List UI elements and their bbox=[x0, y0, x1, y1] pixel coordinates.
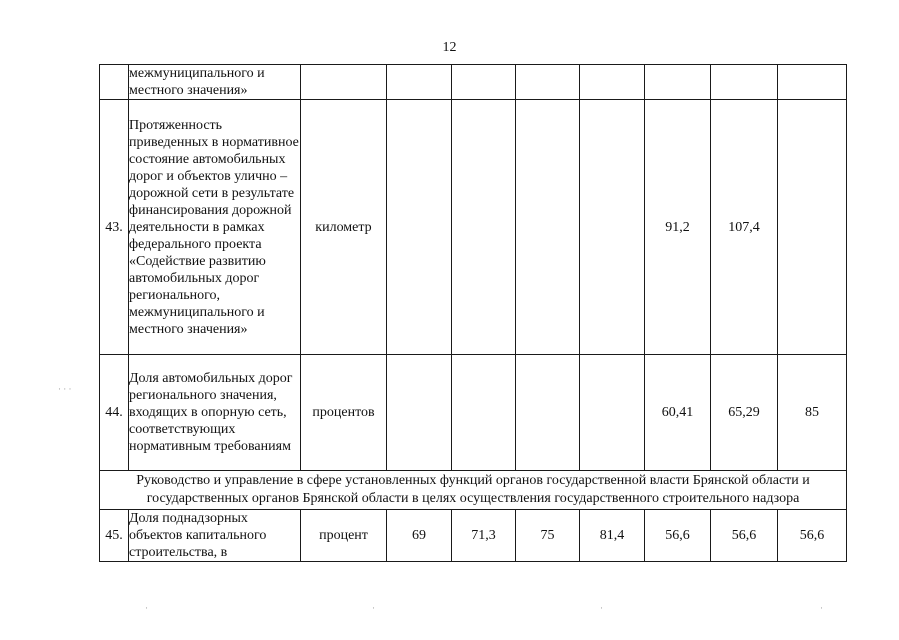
row-number bbox=[100, 65, 129, 100]
value-cell bbox=[580, 100, 645, 355]
value-cell: 56,6 bbox=[778, 510, 847, 562]
value-cell: 71,3 bbox=[452, 510, 516, 562]
value-cell bbox=[711, 65, 778, 100]
scan-speck: · bbox=[600, 603, 603, 613]
value-cell bbox=[516, 65, 580, 100]
value-cell bbox=[387, 65, 452, 100]
row-number: 43. bbox=[100, 100, 129, 355]
value-cell bbox=[645, 65, 711, 100]
section-row bbox=[100, 471, 847, 510]
unit-cell: процентов bbox=[301, 355, 387, 471]
row-number: 45. bbox=[100, 510, 129, 562]
value-cell bbox=[452, 100, 516, 355]
row-number: 44. bbox=[100, 355, 129, 471]
value-cell: 60,41 bbox=[645, 355, 711, 471]
table-row bbox=[100, 65, 847, 100]
scan-speck: · bbox=[145, 603, 148, 613]
value-cell bbox=[387, 355, 452, 471]
indicator-table bbox=[99, 64, 847, 562]
value-cell: 85 bbox=[778, 355, 847, 471]
value-cell bbox=[516, 100, 580, 355]
value-cell: 56,6 bbox=[645, 510, 711, 562]
value-cell bbox=[387, 100, 452, 355]
table-row bbox=[100, 355, 847, 471]
scan-speck: · · · bbox=[58, 384, 72, 394]
value-cell: 91,2 bbox=[645, 100, 711, 355]
value-cell bbox=[580, 65, 645, 100]
value-cell bbox=[452, 65, 516, 100]
indicator-name: Протяженность приведенных в нормативное состояние автомобильных дорог и объектов улично – дорожной сети в результате финансирования дорожной деятельности в рамках федерального проекта «Содействие развитию автомобильных дорог регионального, межмуниципального и местного значения» bbox=[129, 100, 301, 355]
indicator-name: межмуниципального и местного значения» bbox=[129, 65, 301, 100]
section-title: Руководство и управление в сфере установленных функций органов государственной власти Брянской области и государственных органов Брянской области в целях осуществления государственного строительного надзора bbox=[100, 471, 847, 510]
unit-cell: процент bbox=[301, 510, 387, 562]
scan-speck: · bbox=[372, 603, 375, 613]
value-cell: 107,4 bbox=[711, 100, 778, 355]
value-cell bbox=[778, 65, 847, 100]
value-cell bbox=[778, 100, 847, 355]
table-row bbox=[100, 100, 847, 355]
value-cell: 69 bbox=[387, 510, 452, 562]
page-number: 12 bbox=[442, 40, 457, 55]
table-row bbox=[100, 510, 847, 562]
indicator-name: Доля поднадзорных объектов капитального строительства, в bbox=[129, 510, 301, 562]
unit-cell bbox=[301, 65, 387, 100]
unit-cell: километр bbox=[301, 100, 387, 355]
value-cell: 81,4 bbox=[580, 510, 645, 562]
value-cell bbox=[580, 355, 645, 471]
scan-speck: · bbox=[820, 603, 823, 613]
value-cell: 65,29 bbox=[711, 355, 778, 471]
indicator-name: Доля автомобильных дорог регионального значения, входящих в опорную сеть, соответствующих нормативным требованиям bbox=[129, 355, 301, 471]
value-cell bbox=[516, 355, 580, 471]
value-cell bbox=[452, 355, 516, 471]
value-cell: 56,6 bbox=[711, 510, 778, 562]
value-cell: 75 bbox=[516, 510, 580, 562]
